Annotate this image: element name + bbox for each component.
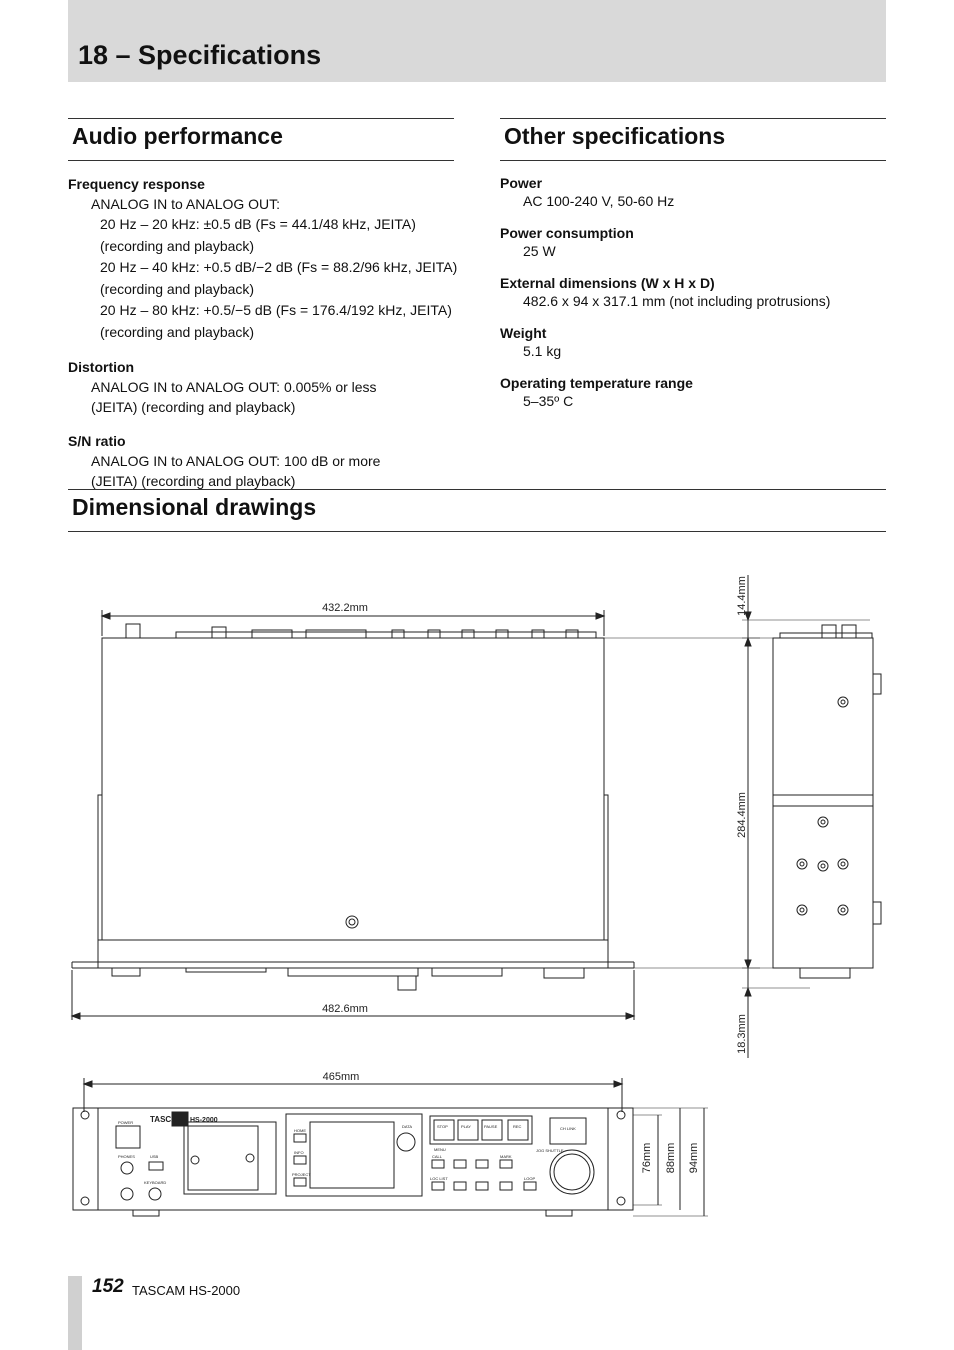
front-mark-label: MARK (500, 1154, 512, 1159)
dim-height-94-label: 94mm (688, 1142, 700, 1174)
freq-line: (recording and playback) (100, 323, 255, 340)
spec-value: 5.1 kg (523, 343, 562, 359)
spec-label: Power consumption (500, 225, 634, 241)
front-home-label: HOME (294, 1128, 306, 1133)
sn-line: (JEITA) (recording and playback) (91, 473, 296, 489)
dim-front-width-label: 465mm (322, 1071, 360, 1083)
dim-total-width-label: 482.6mm (322, 1003, 368, 1015)
audio-heading: Audio performance (72, 123, 283, 149)
front-jog-label: JOG SHUTTLE (536, 1148, 564, 1153)
front-play-label: PLAY (461, 1124, 471, 1129)
distortion-label: Distortion (68, 359, 135, 375)
chapter-title: 18 – Specifications (78, 40, 322, 70)
front-usb-label: USB (150, 1154, 159, 1159)
freq-sub: ANALOG IN to ANALOG OUT: (91, 196, 281, 212)
front-loc-list-label: LOC LIST (430, 1176, 448, 1181)
front-phones-label: PHONES (118, 1154, 135, 1159)
footer-bar (68, 1276, 82, 1350)
front-keyboard-label: KEYBOARD (144, 1180, 167, 1185)
page-number: 152 (92, 1276, 124, 1297)
freq-line: (recording and playback) (100, 280, 255, 297)
front-pause-label: PAUSE (484, 1124, 498, 1129)
spec-label: Operating temperature range (500, 375, 693, 391)
spec-value: 5–35º C (523, 393, 574, 409)
freq-line: (recording and playback) (100, 237, 255, 254)
front-info-label: INFO (294, 1150, 304, 1155)
front-loop-label: LOOP (524, 1176, 536, 1181)
top-view-drawing (72, 624, 634, 990)
front-ch-link-label: CH LINK (560, 1126, 576, 1131)
freq-line: 20 Hz – 40 kHz: +0.5 dB/−2 dB (Fs = 88.2/96 kHz, JEITA) (100, 259, 458, 275)
dim-height-88-label: 88mm (665, 1142, 677, 1174)
spec-label: Power (500, 175, 543, 191)
top-view-dimensions (72, 610, 760, 1020)
side-view-dimensions (742, 575, 870, 1058)
front-model-label: HS-2000 (190, 1117, 218, 1124)
side-view-drawing (773, 625, 881, 978)
spec-label: Weight (500, 325, 547, 341)
dim-height-76-label: 76mm (641, 1142, 653, 1174)
freq-label: Frequency response (68, 176, 205, 192)
distortion-line: ANALOG IN to ANALOG OUT: 0.005% or less (91, 379, 377, 395)
front-menu-label: MENU (434, 1147, 446, 1152)
distortion-line: (JEITA) (recording and playback) (91, 399, 296, 415)
freq-line: 20 Hz – 20 kHz: ±0.5 dB (Fs = 44.1/48 kHz, JEITA) (100, 216, 416, 232)
front-power-label: POWER (118, 1120, 134, 1125)
front-view-drawing (73, 1108, 633, 1216)
sn-label: S/N ratio (68, 433, 126, 449)
product-name: TASCAM HS-2000 (132, 1283, 241, 1298)
spec-value: 482.6 x 94 x 317.1 mm (not including protrusions) (523, 293, 831, 309)
front-data-label: DATA (402, 1124, 413, 1129)
drawings-heading: Dimensional drawings (72, 494, 317, 520)
spec-value: 25 W (523, 243, 556, 259)
spec-label: External dimensions (W x H x D) (500, 275, 715, 291)
dim-top-width-label: 432.2mm (322, 602, 368, 614)
sn-line: ANALOG IN to ANALOG OUT: 100 dB or more (91, 453, 381, 469)
dim-side-depth-label: 284.4mm (736, 792, 748, 838)
spec-value: AC 100-240 V, 50-60 Hz (523, 193, 675, 209)
dim-side-bottom-label: 18.3mm (736, 1014, 748, 1054)
front-stop-label: STOP (437, 1124, 448, 1129)
front-project-label: PROJECT (292, 1172, 311, 1177)
front-rec-label: REC (513, 1124, 522, 1129)
front-brand-logo: TASCAM (150, 1115, 184, 1124)
front-call-label: CALL (432, 1154, 443, 1159)
freq-line: 20 Hz – 80 kHz: +0.5/−5 dB (Fs = 176.4/192 kHz, JEITA) (100, 302, 452, 318)
front-view-dimensions (84, 1078, 708, 1216)
other-heading: Other specifications (504, 123, 726, 149)
dim-side-top-label: 14.4mm (736, 576, 748, 616)
